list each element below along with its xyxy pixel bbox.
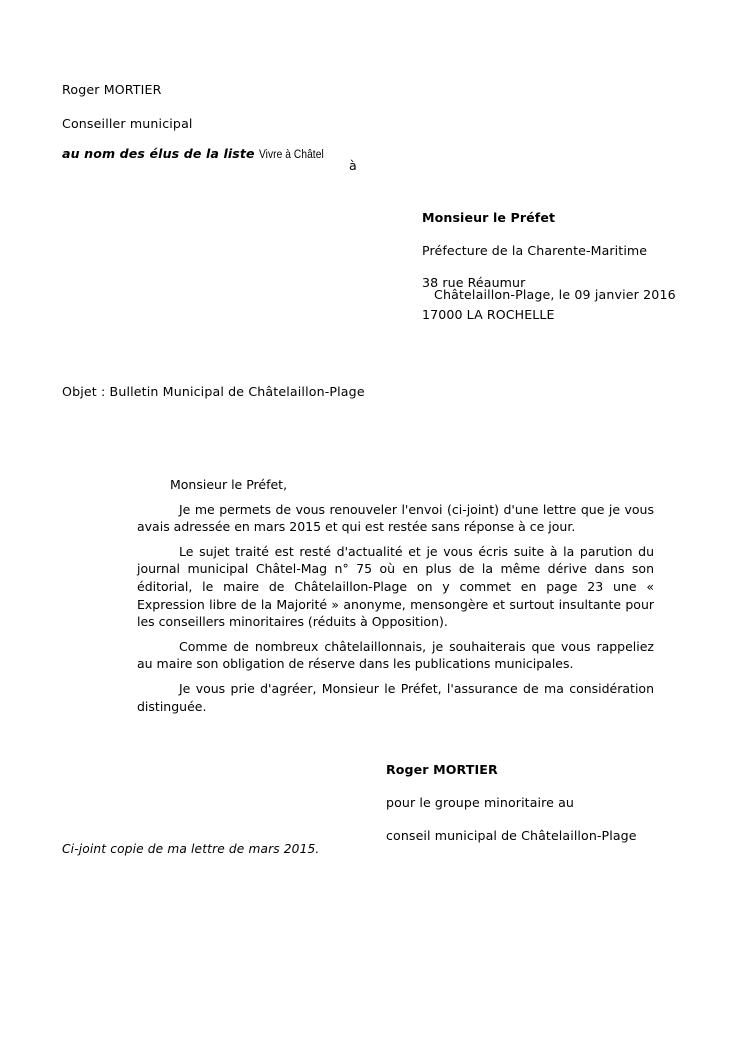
recipient-block bbox=[422, 194, 647, 340]
sender-name: Roger MORTIER bbox=[62, 82, 162, 97]
signature-block bbox=[386, 746, 637, 861]
body-paragraph-4: Je vous prie d'agréer, Monsieur le Préfet, l'assurance de ma considération distinguée. bbox=[137, 680, 654, 714]
sender-role: Conseiller municipal bbox=[62, 116, 193, 131]
address-marker: à bbox=[349, 158, 357, 173]
affiliation-list-name: Vivre à Châtel bbox=[258, 147, 324, 161]
body-salutation: Monsieur le Préfet, bbox=[170, 477, 288, 492]
affiliation-prefix: au nom des élus de la liste bbox=[62, 146, 255, 161]
signature-line-2: pour le groupe minoritaire au bbox=[386, 795, 574, 811]
recipient-organisation: Préfecture de la Charente-Maritime bbox=[422, 242, 648, 258]
recipient-street: 38 rue Réaumur bbox=[422, 275, 526, 291]
signature-name: Roger MORTIER bbox=[386, 762, 498, 778]
subject-line: Objet : Bulletin Municipal de Châtelaillon-Plage bbox=[62, 384, 365, 399]
body-paragraph-1: Je me permets de vous renouveler l'envoi (ci-joint) d'une lettre que je vous avais adressée en mars 2015 et qui est restée sans réponse à ce jour. bbox=[137, 501, 654, 535]
signature-line-3: conseil municipal de Châtelaillon-Plage bbox=[386, 828, 637, 844]
attachment-note: Ci-joint copie de ma lettre de mars 2015. bbox=[62, 842, 320, 856]
recipient-name: Monsieur le Préfet bbox=[422, 210, 556, 226]
letter-body bbox=[137, 476, 654, 715]
affiliation-line bbox=[62, 130, 338, 162]
body-paragraph-3: Comme de nombreux châtelaillonnais, je souhaiterais que vous rappeliez au maire son obligation de réserve dans les publications municipales. bbox=[137, 638, 654, 672]
dateline: Châtelaillon-Plage, le 09 janvier 2016 bbox=[434, 287, 676, 302]
body-paragraph-2: Le sujet traité est resté d'actualité et je vous écris suite à la parution du journal municipal Châtel-Mag n° 75 où en plus de la même dérive dans son éditorial, le maire de Châtelaillon-Plage on y commet en page 23 une « Expression libre de la Majorité » anonyme, mensongère et surtout insultante pour les conseillers minoritaires (réduits à Opposition). bbox=[137, 543, 654, 630]
recipient-city: 17000 LA ROCHELLE bbox=[422, 307, 555, 323]
